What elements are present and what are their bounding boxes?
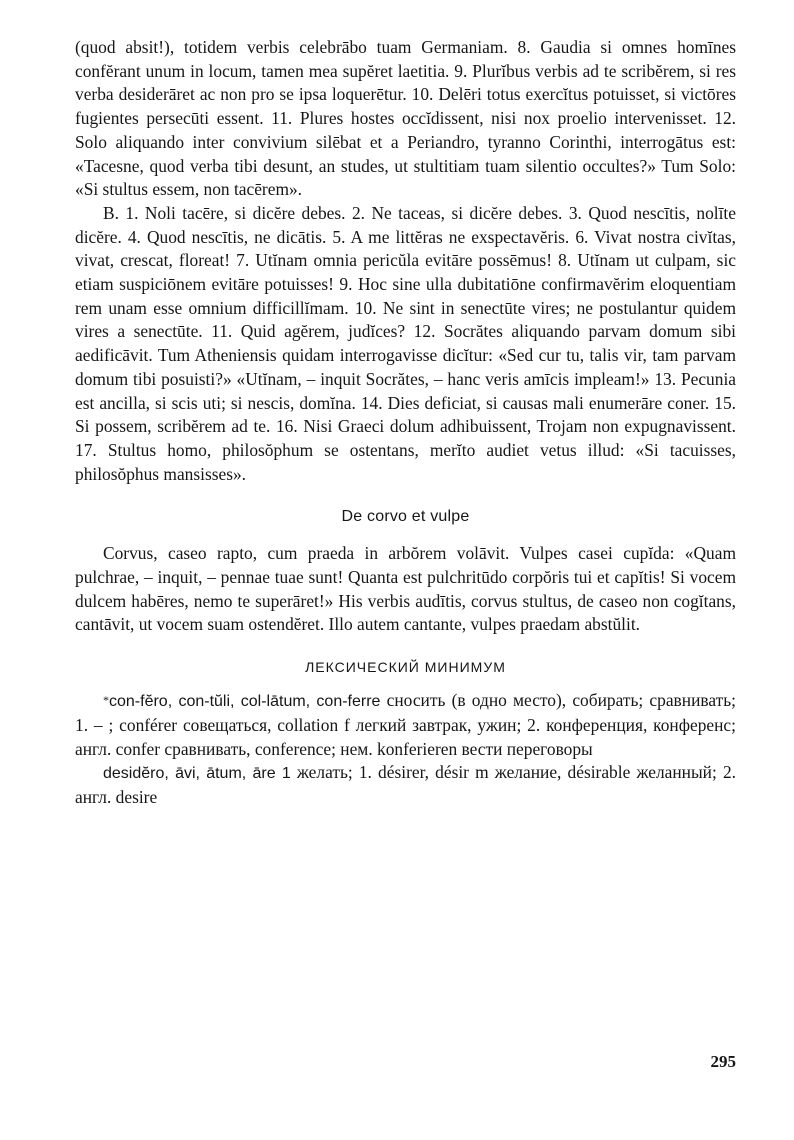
fable-title: De corvo et vulpe — [341, 508, 470, 526]
vocab-definition: желать; 1. désirer, désir m желание, désirable желанный; 2. англ. desire — [75, 762, 736, 807]
vocab-lemma: desidĕro, āvi, ātum, āre 1 — [103, 765, 291, 783]
page-number: 295 — [710, 1052, 736, 1071]
exercise-b: B. 1. Noli tacēre, si dicĕre debes. 2. Ne taceas, si dicĕre debes. 3. Quod nescītis, nolīte dicĕre. 4. Quod nescītis, ne dicātis. 5. A me littĕras ne exspectavĕris. 6. Vivat nostra civĭtas, vivat, crescat, floreat! 7. Utĭnam omnia pericŭla evitāre possēmus! 8. Utĭnam ut culpam, sic etiam suspiciōnem evitāre potuisses! 9. Hoc sine ulla dubitatiōne confirmavĕrim eloquentiam rem unam esse omnium difficillĭmam. 10. Ne sint in senectūte vires; ne postulantur quidem vires a senectūte. 11. Quid agĕrem, judĭces? 12. Socrătes aliquando parvam domum sibi aedificāvit. Tum Atheniensis quidam interrogavisse dicĭtur: «Sed cur tu, talis vir, tam parvam domum tibi posuisti?» «Utĭnam, – inquit Socrătes, – hanc veris amīcis impleam!» 13. Pecunia est ancilla, si scis uti; si nescis, domĭna. 14. Dies deficiat, si causas mali enumerāre coner. 15. Si possem, scribĕrem ad te. 16. Nisi Graeci dolum adhibuissent, Trojam non expugnavissent. 17. Stultus homo, philosŏphum se ostentans, merĭto audiet vetus illud: «Si tacuisses, philosŏphus mansisses». — [75, 202, 736, 484]
page-content — [75, 36, 736, 810]
fable-text: Corvus, caseo rapto, cum praeda in arbŏrem volāvit. Vulpes casei cupĭda: «Quam pulchrae, – inquit, – pennae tuae sunt! Quanta est pulchritūdo corpŏris tui et capĭtis! Si vocem dulcem habēres, nemo te superāret!» His verbis audītis, corvus stultus, de caseo non cogĭtans, cantāvit, ut vocem suam ostendĕret. Illo autem cantante, vulpes praedam abstŭlit. — [75, 543, 736, 635]
vocab-lemma: con-fĕro, con-tŭli, col-lātum, con-ferre — [109, 693, 381, 711]
vocab-entry-confero — [75, 689, 736, 761]
vocabulary-heading: ЛЕКСИЧЕСКИЙ МИНИМУМ — [305, 659, 506, 676]
exercise-a-continuation: (quod absit!), totidem verbis celebrābo tuam Germaniam. 8. Gaudia si omnes homīnes confĕrant unum in locum, tamen mea supĕret laetitia. 9. Plurĭbus verbis ad te scribĕrem, si res verba desiderāret ac non pro se ipsa loquerētur. 10. Delēri totus exercĭtus potuisset, si victōres fugientes persecūti essent. 11. Plures hostes occĭdissent, nisi nox proelio intervenisset. 12. Solo aliquando inter convivium silēbat et a Periandro, tyranno Corinthi, interrogātus est: «Tacesne, quod verba tibi desunt, an studes, ut stultitiam tuam silentio occultes?» Tum Solo: «Si stultus essem, non tacērem». — [75, 37, 736, 200]
vocab-entry-desidero — [75, 761, 736, 809]
vocab-definition: сносить (в одно место), собирать; сравнивать; 1. – ; conférer совещаться, collation f легкий завтрак, ужин; 2. конференция, конференс; англ. confer сравнивать, conference; нем. konferieren вести переговоры — [75, 690, 736, 759]
new-word-mark: * — [103, 693, 109, 708]
